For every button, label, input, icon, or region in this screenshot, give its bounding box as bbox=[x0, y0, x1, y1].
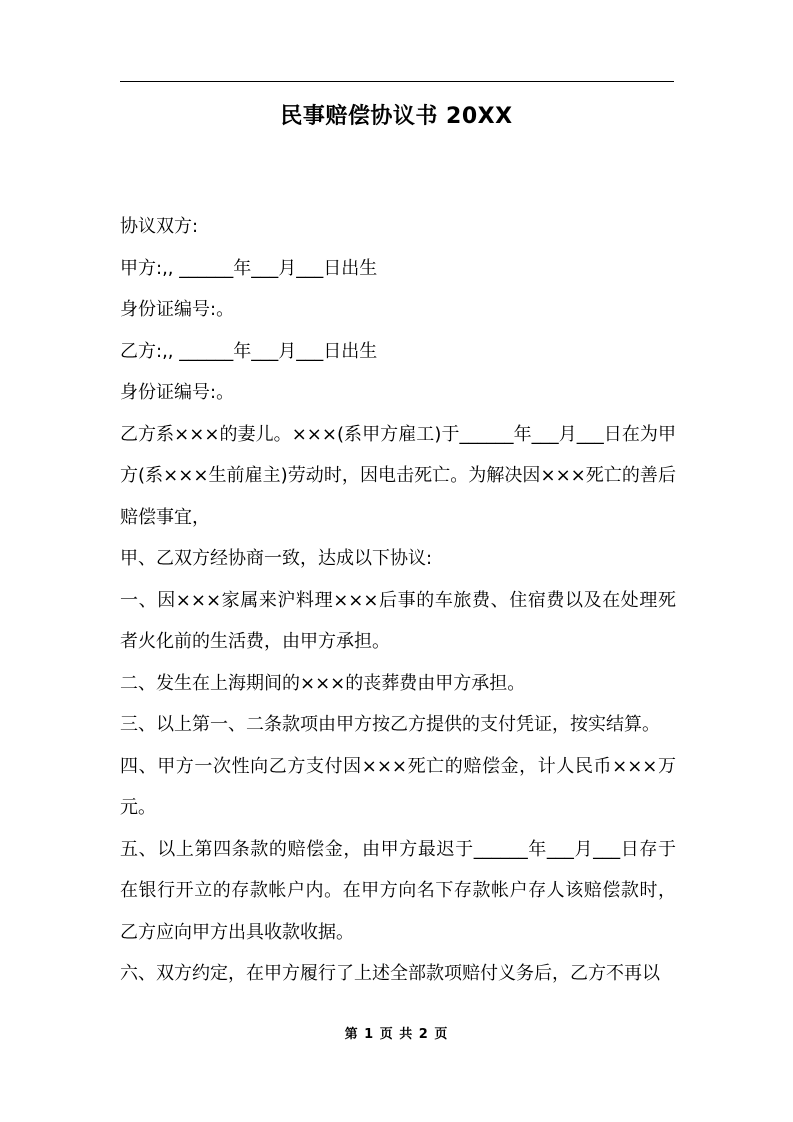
paragraph-background: 乙方系×××的妻儿。×××(系甲方雇工)于______年___月___日在为甲方(系×××生前雇主)劳动时，因电击死亡。为解决因×××死亡的善后赔偿事宜， bbox=[120, 423, 676, 528]
document-title: 民事赔偿协议书 20XX bbox=[280, 104, 513, 129]
paragraph-party-a: 甲方:,, ______年___月___日出生 bbox=[120, 257, 378, 279]
page-footer: 第 1 页 共 2 页 bbox=[344, 1027, 449, 1042]
paragraph-clause-4: 四、甲方一次性向乙方支付因×××死亡的赔偿金，计人民币×××万元。 bbox=[120, 755, 676, 818]
paragraph-agreement-intro: 甲、乙双方经协商一致，达成以下协议: bbox=[120, 548, 433, 569]
paragraph-party-a-id: 身份证编号:。 bbox=[120, 299, 235, 320]
paragraph-clause-3: 三、以上第一、二条款项由甲方按乙方提供的支付凭证，按实结算。 bbox=[120, 714, 660, 735]
paragraph-parties-heading: 协议双方: bbox=[120, 216, 199, 237]
paragraph-party-b: 乙方:,, ______年___月___日出生 bbox=[120, 340, 378, 362]
paragraph-party-b-id: 身份证编号:。 bbox=[120, 382, 235, 403]
paragraph-clause-6: 六、双方约定，在甲方履行了上述全部款项赔付义务后，乙方不再以 bbox=[120, 963, 660, 984]
document-body bbox=[120, 206, 676, 995]
paragraph-clause-5: 五、以上第四条款的赔偿金，由甲方最迟于______年___月___日存于在银行开立的存款帐户内。在甲方向名下存款帐户存人该赔偿款时，乙方应向甲方出具收款收据。 bbox=[120, 838, 676, 943]
header-rule bbox=[120, 81, 674, 82]
paragraph-clause-1: 一、因×××家属来沪料理×××后事的车旅费、住宿费以及在处理死者火化前的生活费，由甲方承担。 bbox=[120, 589, 676, 652]
paragraph-clause-2: 二、发生在上海期间的×××的丧葬费由甲方承担。 bbox=[120, 672, 526, 694]
